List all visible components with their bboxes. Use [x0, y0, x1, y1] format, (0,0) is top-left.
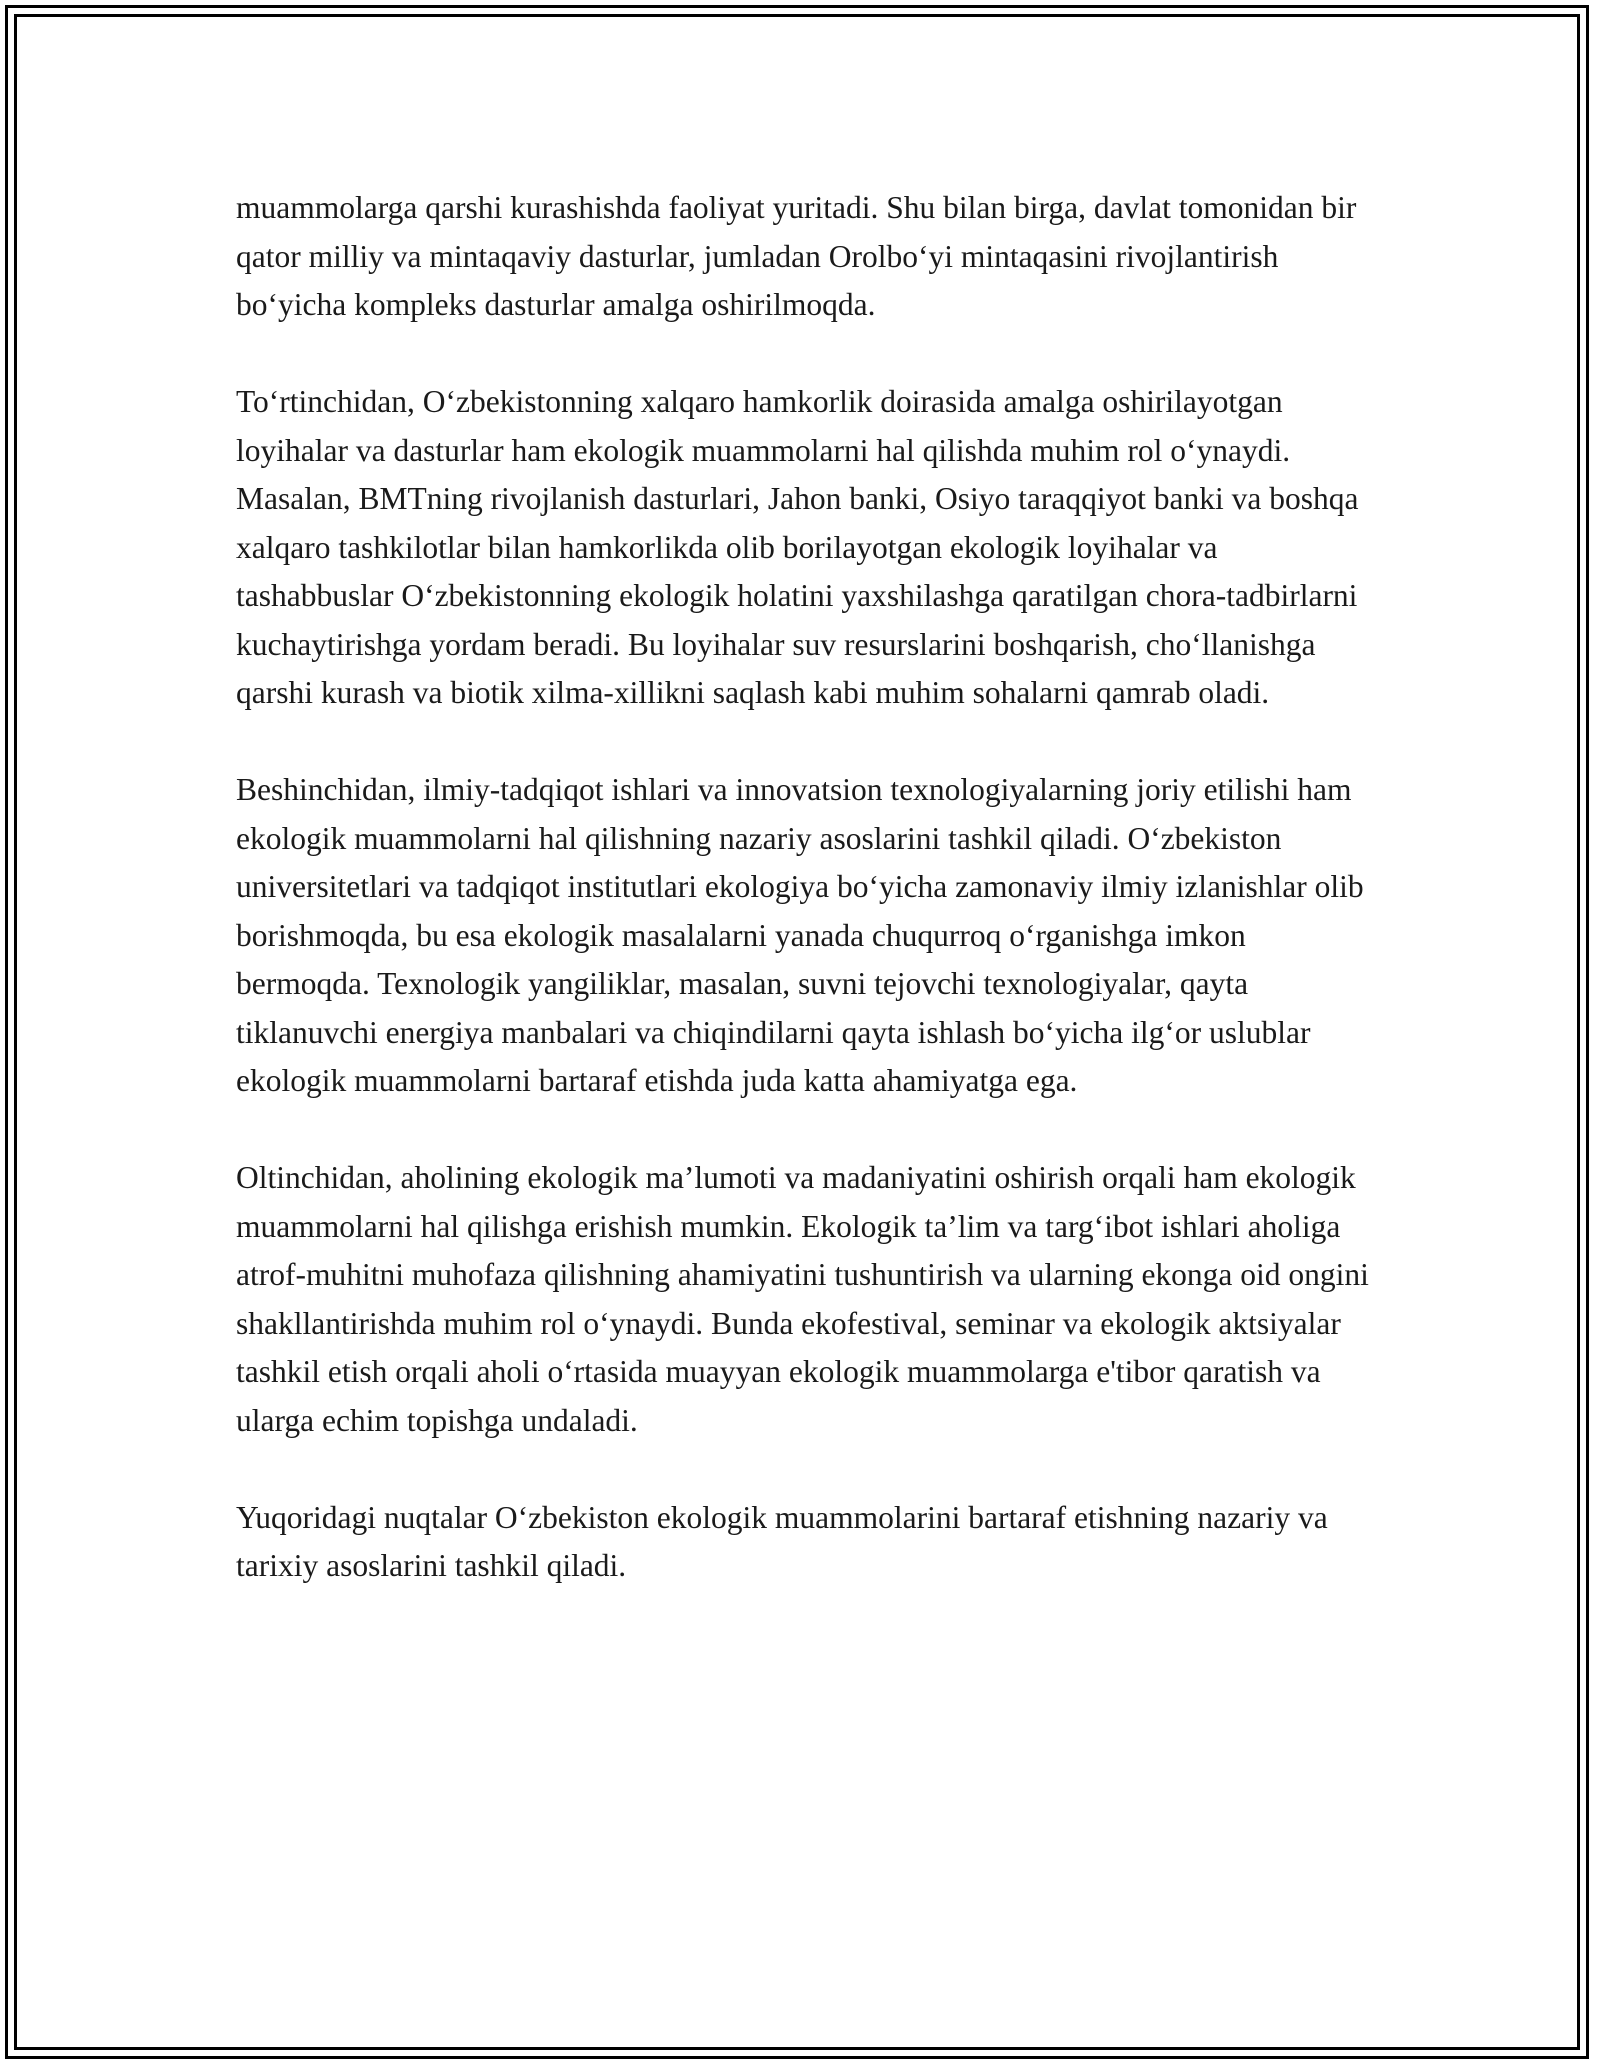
paragraph-continuation: muammolarga qarshi kurashishda faoliyat yuritadi. Shu bilan birga, davlat tomonidan bir qator milliy va mintaqaviy dasturlar, jumladan Orolbo‘yi mintaqasini rivojlantirish bo‘yicha kompleks dasturlar amalga oshirilmoqda. — [236, 190, 1357, 322]
paragraph-fourth-point: To‘rtinchidan, O‘zbekistonning xalqaro hamkorlik doirasida amalga oshirilayotgan loyihalar va dasturlar ham ekologik muammolarni hal qilishda muhim rol o‘ynaydi. Masalan, BMTning rivojlanish dasturlari, Jahon banki, Osiyo taraqqiyot banki va boshqa xalqaro tashkilotlar bilan hamkorlikda olib borilayotgan ekologik loyihalar va tashabbuslar O‘zbekistonning ekologik holatini yaxshilashga qaratilgan chora-tadbirlarni kuchaytirishga yordam beradi. Bu loyihalar suv resurslarini boshqarish, cho‘llanishga qarshi kurash va biotik xilma-xillikni saqlash kabi muhim sohalarni qamrab oladi. — [236, 384, 1359, 710]
paragraph-conclusion: Yuqoridagi nuqtalar O‘zbekiston ekologik muammolarini bartaraf etishning nazariy va tarixiy asoslarini tashkil qiladi. — [236, 1499, 1328, 1583]
paragraph-sixth-point: Oltinchidan, aholining ekologik ma’lumoti va madaniyatini oshirish orqali ham ekologik muammolarni hal qilishga erishish mumkin. Ekologik ta’lim va targ‘ibot ishlari aholiga atrof-muhitni muhofaza qilishning ahamiyatini tushuntirish va ularning ekonga oid ongini shakllantirishda muhim rol o‘ynaydi. Bunda ekofestival, seminar va ekologik aktsiyalar tashkil etish orqali aholi o‘rtasida muayyan ekologik muammolarga e'tibor qaratish va ularga echim topishga undaladi. — [236, 1160, 1369, 1438]
document-body — [236, 184, 1378, 1639]
paragraph-fifth-point: Beshinchidan, ilmiy-tadqiqot ishlari va innovatsion texnologiyalarning joriy etilishi ham ekologik muammolarni hal qilishning nazariy asoslarini tashkil qiladi. O‘zbekiston universitetlari va tadqiqot institutlari ekologiya bo‘yicha zamonaviy ilmiy izlanishlar olib borishmoqda, bu esa ekologik masalalarni yanada chuqurroq o‘rganishga imkon bermoqda. Texnologik yangiliklar, masalan, suvni tejovchi texnologiyalar, qayta tiklanuvchi energiya manbalari va chiqindilarni qayta ishlash bo‘yicha ilg‘or uslublar ekologik muammolarni bartaraf etishda juda katta ahamiyatga ega. — [236, 772, 1364, 1098]
